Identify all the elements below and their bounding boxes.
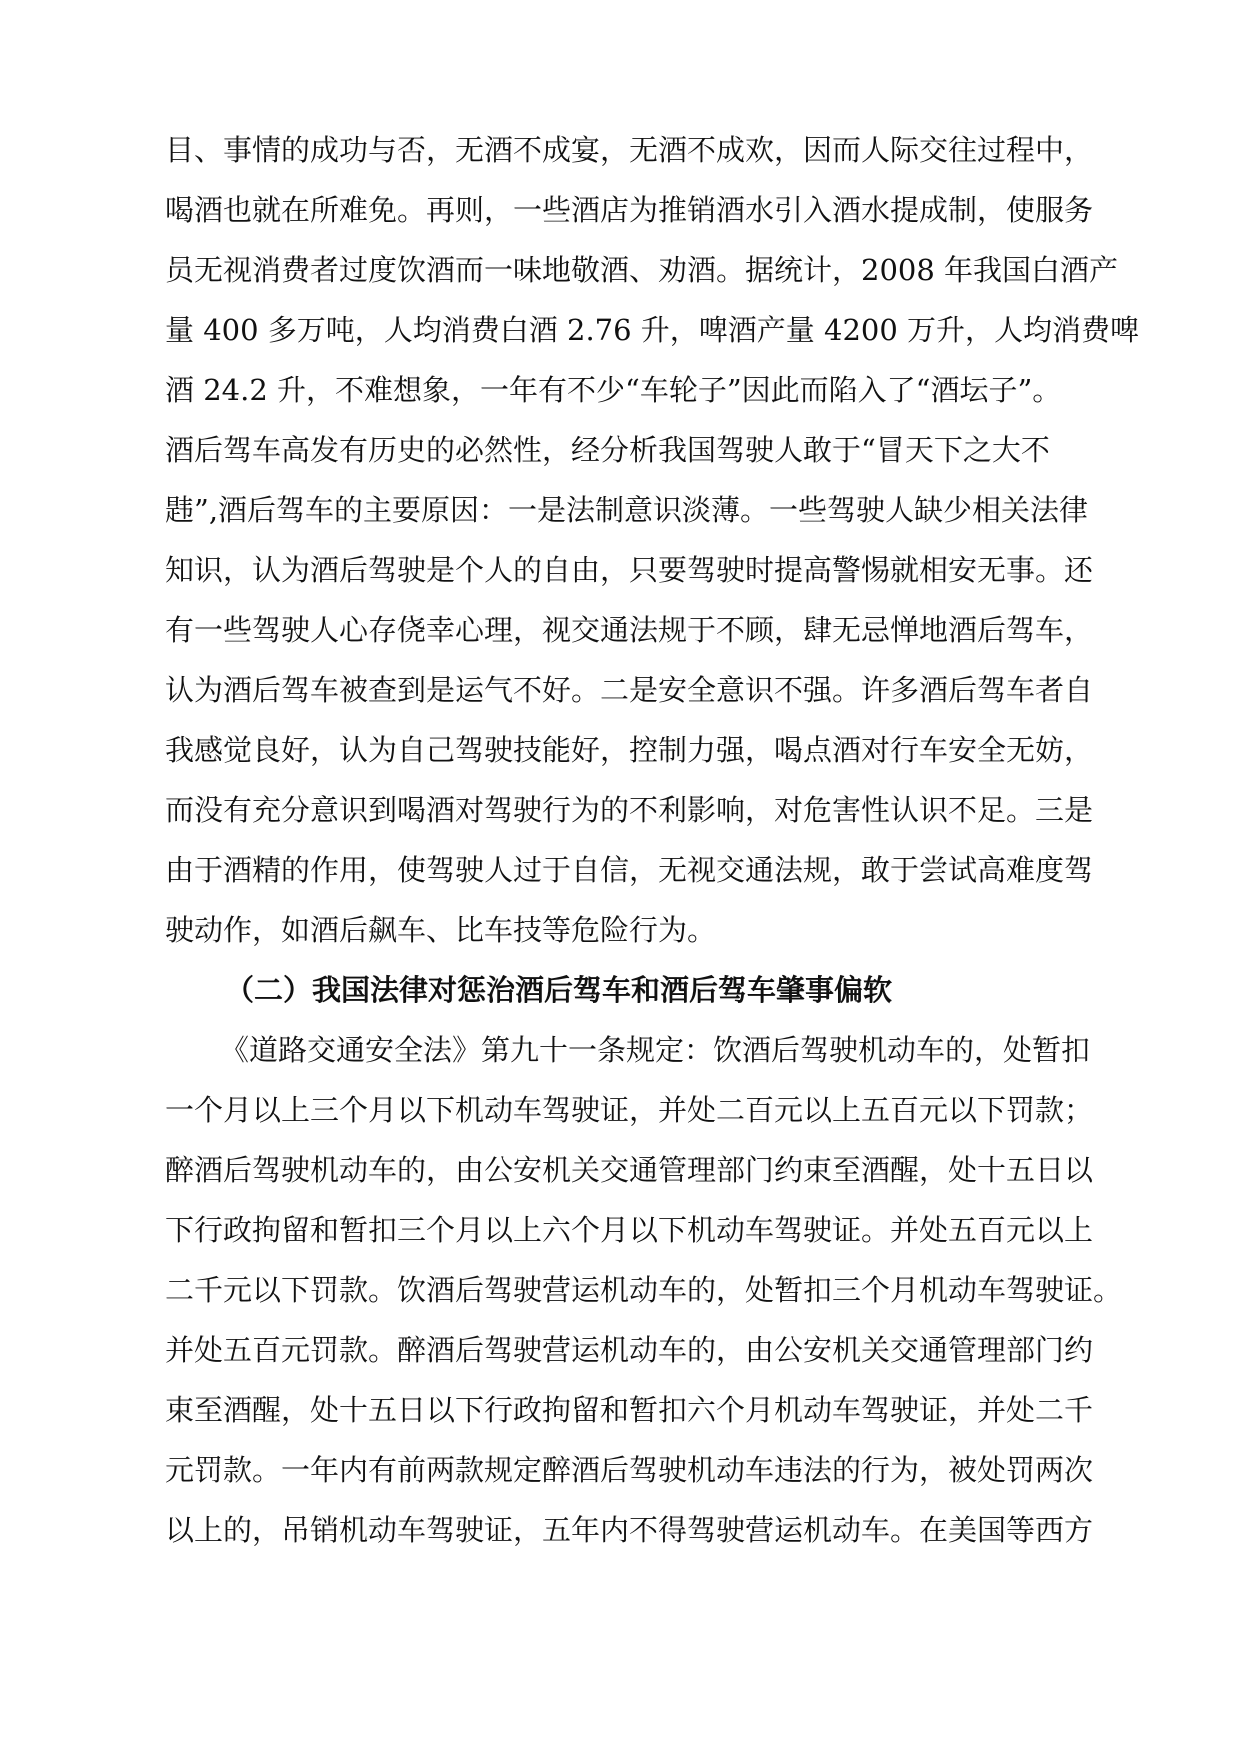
text-line: 目、事情的成功与否，无酒不成宴，无酒不成欢，因而人际交往过程中， [165, 133, 1094, 167]
text-line: 我感觉良好，认为自己驾驶技能好，控制力强，喝点酒对行车安全无妨， [165, 733, 1094, 767]
text-line: 员无视消费者过度饮酒而一味地敬酒、劝酒。据统计，2008 年我国白酒产 [165, 253, 1119, 287]
text-line: 韪”,酒后驾车的主要原因：一是法制意识淡薄。一些驾驶人缺少相关法律 [165, 493, 1089, 527]
text-line: 量 400 多万吨，人均消费白酒 2.76 升，啤酒产量 4200 万升，人均消费啤 [165, 313, 1140, 347]
text-line: 下行政拘留和暂扣三个月以上六个月以下机动车驾驶证。并处五百元以上 [165, 1213, 1094, 1247]
text-line: 喝酒也就在所难免。再则，一些酒店为推销酒水引入酒水提成制，使服务 [165, 193, 1094, 227]
text-line: 醉酒后驾驶机动车的，由公安机关交通管理部门约束至酒醒，处十五日以 [165, 1153, 1094, 1187]
text-line: 知识，认为酒后驾驶是个人的自由，只要驾驶时提高警惕就相安无事。还 [165, 553, 1094, 587]
text-line: 束至酒醒，处十五日以下行政拘留和暂扣六个月机动车驾驶证，并处二千 [165, 1393, 1094, 1427]
text-line: 有一些驾驶人心存侥幸心理，视交通法规于不顾，肆无忌惮地酒后驾车， [165, 613, 1094, 647]
text-line: 以上的，吊销机动车驾驶证，五年内不得驾驶营运机动车。在美国等西方 [165, 1513, 1094, 1547]
text-line: 一个月以上三个月以下机动车驾驶证，并处二百元以上五百元以下罚款； [165, 1093, 1094, 1127]
text-line: 而没有充分意识到喝酒对驾驶行为的不利影响，对危害性认识不足。三是 [165, 793, 1094, 827]
text-line: 酒 24.2 升，不难想象，一年有不少“车轮子”因此而陷入了“酒坛子”。 [165, 373, 1062, 407]
text-line: 元罚款。一年内有前两款规定醉酒后驾驶机动车违法的行为，被处罚两次 [165, 1453, 1094, 1487]
text-line: 驶动作，如酒后飙车、比车技等危险行为。 [165, 913, 717, 947]
text-line: 《道路交通安全法》第九十一条规定：饮酒后驾驶机动车的，处暂扣 [220, 1033, 1091, 1067]
text-line: 认为酒后驾车被查到是运气不好。二是安全意识不强。许多酒后驾车者自 [165, 673, 1094, 707]
section-heading: （二）我国法律对惩治酒后驾车和酒后驾车肇事偏软 [225, 973, 893, 1007]
text-line: 并处五百元罚款。醉酒后驾驶营运机动车的，由公安机关交通管理部门约 [165, 1333, 1094, 1367]
text-line: 酒后驾车高发有历史的必然性，经分析我国驾驶人敢于“冒天下之大不 [165, 433, 1050, 467]
text-line: 二千元以下罚款。饮酒后驾驶营运机动车的，处暂扣三个月机动车驾驶证。 [165, 1273, 1123, 1307]
text-line: 由于酒精的作用，使驾驶人过于自信，无视交通法规，敢于尝试高难度驾 [165, 853, 1094, 887]
